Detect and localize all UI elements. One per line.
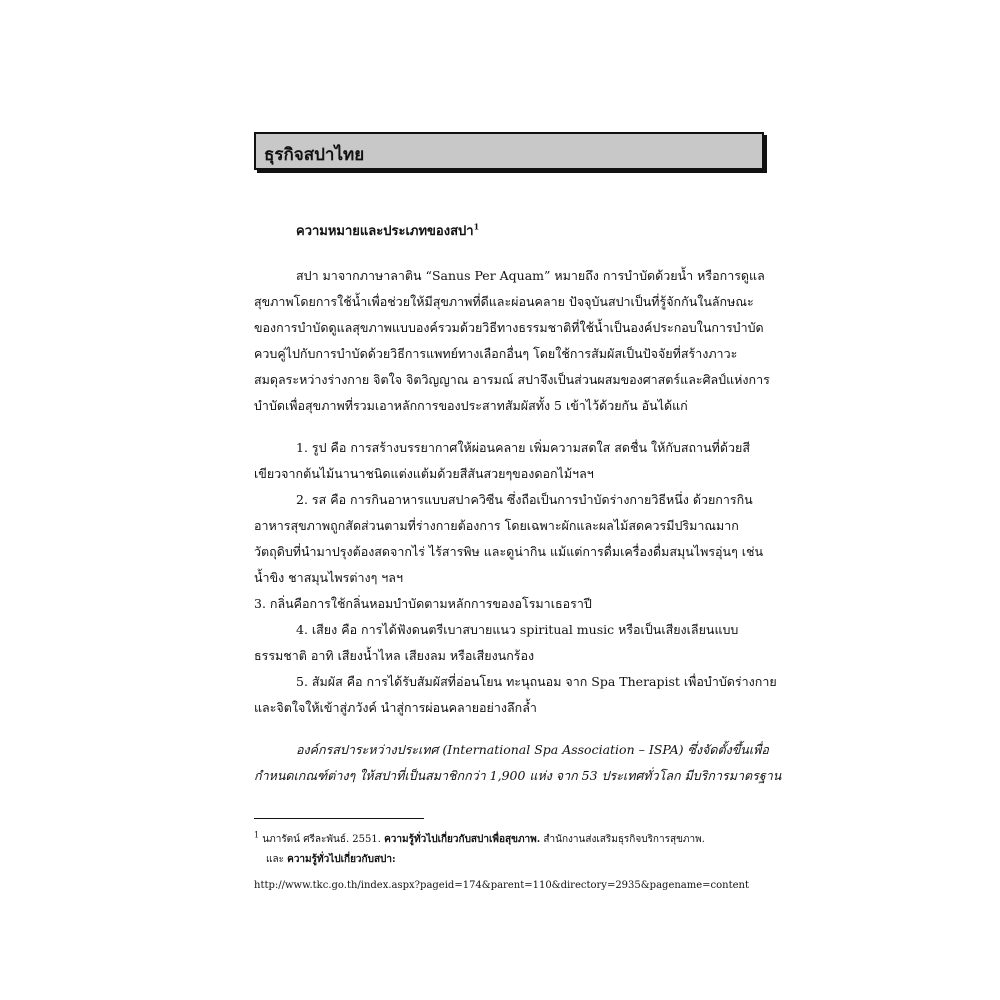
list-item-line: 1. รูป คือ การสร้างบรรยากาศให้ผ่อนคลาย เพิ่มความสดใส สดชื่น ให้กับสถานที่ด้วยสี — [296, 440, 750, 455]
list-item-line: 4. เสียง คือ การได้ฟังดนตรีเบาสบายแนว spiritual music หรือเป็นเสียงเลียนแบบ — [296, 622, 739, 637]
footnote-title: ความรู้ทั่วไปเกี่ยวกับสปาเพื่อสุขภาพ. — [384, 834, 541, 845]
footnote-line-1 — [254, 830, 705, 847]
intro-line: สปา มาจากภาษาลาติน “Sanus Per Aquam” หมายถึง การบำบัดด้วยน้ำ หรือการดูแล — [296, 268, 765, 283]
intro-line: สุขภาพโดยการใช้น้ำเพื่อช่วยให้มีสุขภาพที่ดีและผ่อนคลาย ปัจจุบันสปาเป็นที่รู้จักกันในลักษณะ — [254, 294, 754, 309]
list-item-line: วัตถุดิบที่นำมาปรุงต้องสดจากไร่ ไร้สารพิษ และดูน่ากิน แม้แต่การดื่มเครื่องดื่มสมุนไพรอุ่นๆ เช่น — [254, 544, 764, 559]
list-item-line: เขียวจากต้นไม้นานาชนิดแต่งแต้มด้วยสีสันสวยๆของดอกไม้ฯลฯ — [254, 466, 594, 481]
section-heading-text: ความหมายและประเภทของสปา — [296, 224, 474, 239]
intro-line: ของการบำบัดดูแลสุขภาพแบบองค์รวมด้วยวิธีทางธรรมชาติที่ใช้น้ำเป็นองค์ประกอบในการบำบัด — [254, 320, 764, 335]
intro-line: ควบคู่ไปกับการบำบัดด้วยวิธีการแพทย์ทางเลือกอื่นๆ โดยใช้การสัมผัสเป็นปัจจัยที่สร้างภาวะ — [254, 346, 738, 361]
footnote-line2-prefix: และ — [266, 854, 288, 865]
list-item-line: 5. สัมผัส คือ การได้รับสัมผัสที่อ่อนโยน ทะนุถนอม จาก Spa Therapist เพื่อบำบัดร่างกาย — [296, 674, 777, 689]
intro-line: บำบัดเพื่อสุขภาพที่รวมเอาหลักการของประสาทสัมผัสทั้ง 5 เข้าไว้ด้วยกัน อันได้แก่ — [254, 398, 688, 413]
chapter-title: ธุรกิจสปาไทย — [264, 145, 365, 165]
footnote-publisher: สำนักงานส่งเสริมธุรกิจบริการสุขภาพ. — [540, 834, 705, 845]
footnote-line2-title: ความรู้ทั่วไปเกี่ยวกับสปา: — [287, 854, 396, 865]
footnote-ref: 1 — [473, 221, 480, 232]
footnote-url: http://www.tkc.go.th/index.aspx?pageid=174&parent=110&directory=2935&pagename=content — [254, 880, 749, 891]
footnote-mark: 1 — [254, 830, 260, 840]
list-item-line: น้ำขิง ชาสมุนไพรต่างๆ ฯลฯ — [254, 570, 403, 585]
footnote-author-year: นภารัตน์ ศรีละพันธ์. 2551. — [259, 834, 385, 845]
italic-paragraph-line: กำหนดเกณฑ์ต่างๆ ให้สปาที่เป็นสมาชิกกว่า 1,900 แห่ง จาก 53 ประเทศทั่วโลก มีบริการมาตรฐาน — [254, 768, 782, 783]
italic-paragraph-line: องค์กรสปาระหว่างประเทศ (International Spa Association – ISPA) ซึ่งจัดตั้งขึ้นเพื่อ — [296, 742, 769, 757]
section-heading — [296, 221, 480, 240]
list-item-line: 2. รส คือ การกินอาหารแบบสปาควิซีน ซึ่งถือเป็นการบำบัดร่างกายวิธีหนึ่ง ด้วยการกิน — [296, 492, 753, 507]
footnote-line-2 — [266, 853, 396, 867]
list-item-line: ธรรมชาติ อาทิ เสียงน้ำไหล เสียงลม หรือเสียงนกร้อง — [254, 648, 535, 663]
list-item-line: และจิตใจให้เข้าสู่ภวังค์ นำสู่การผ่อนคลายอย่างลึกล้ำ — [254, 700, 537, 715]
footnote-rule — [254, 818, 424, 819]
list-item-line: อาหารสุขภาพถูกสัดส่วนตามที่ร่างกายต้องการ โดยเฉพาะผักและผลไม้สดควรมีปริมาณมาก — [254, 518, 739, 533]
chapter-title-box — [254, 132, 764, 170]
intro-line: สมดุลระหว่างร่างกาย จิตใจ จิตวิญญาณ อารมณ์ สปาจึงเป็นส่วนผสมของศาสตร์และศิลป์แห่งการ — [254, 372, 770, 387]
list-item-line: 3. กลิ่นคือการใช้กลิ่นหอมบำบัดตามหลักการของอโรมาเธอราปี — [254, 596, 592, 611]
